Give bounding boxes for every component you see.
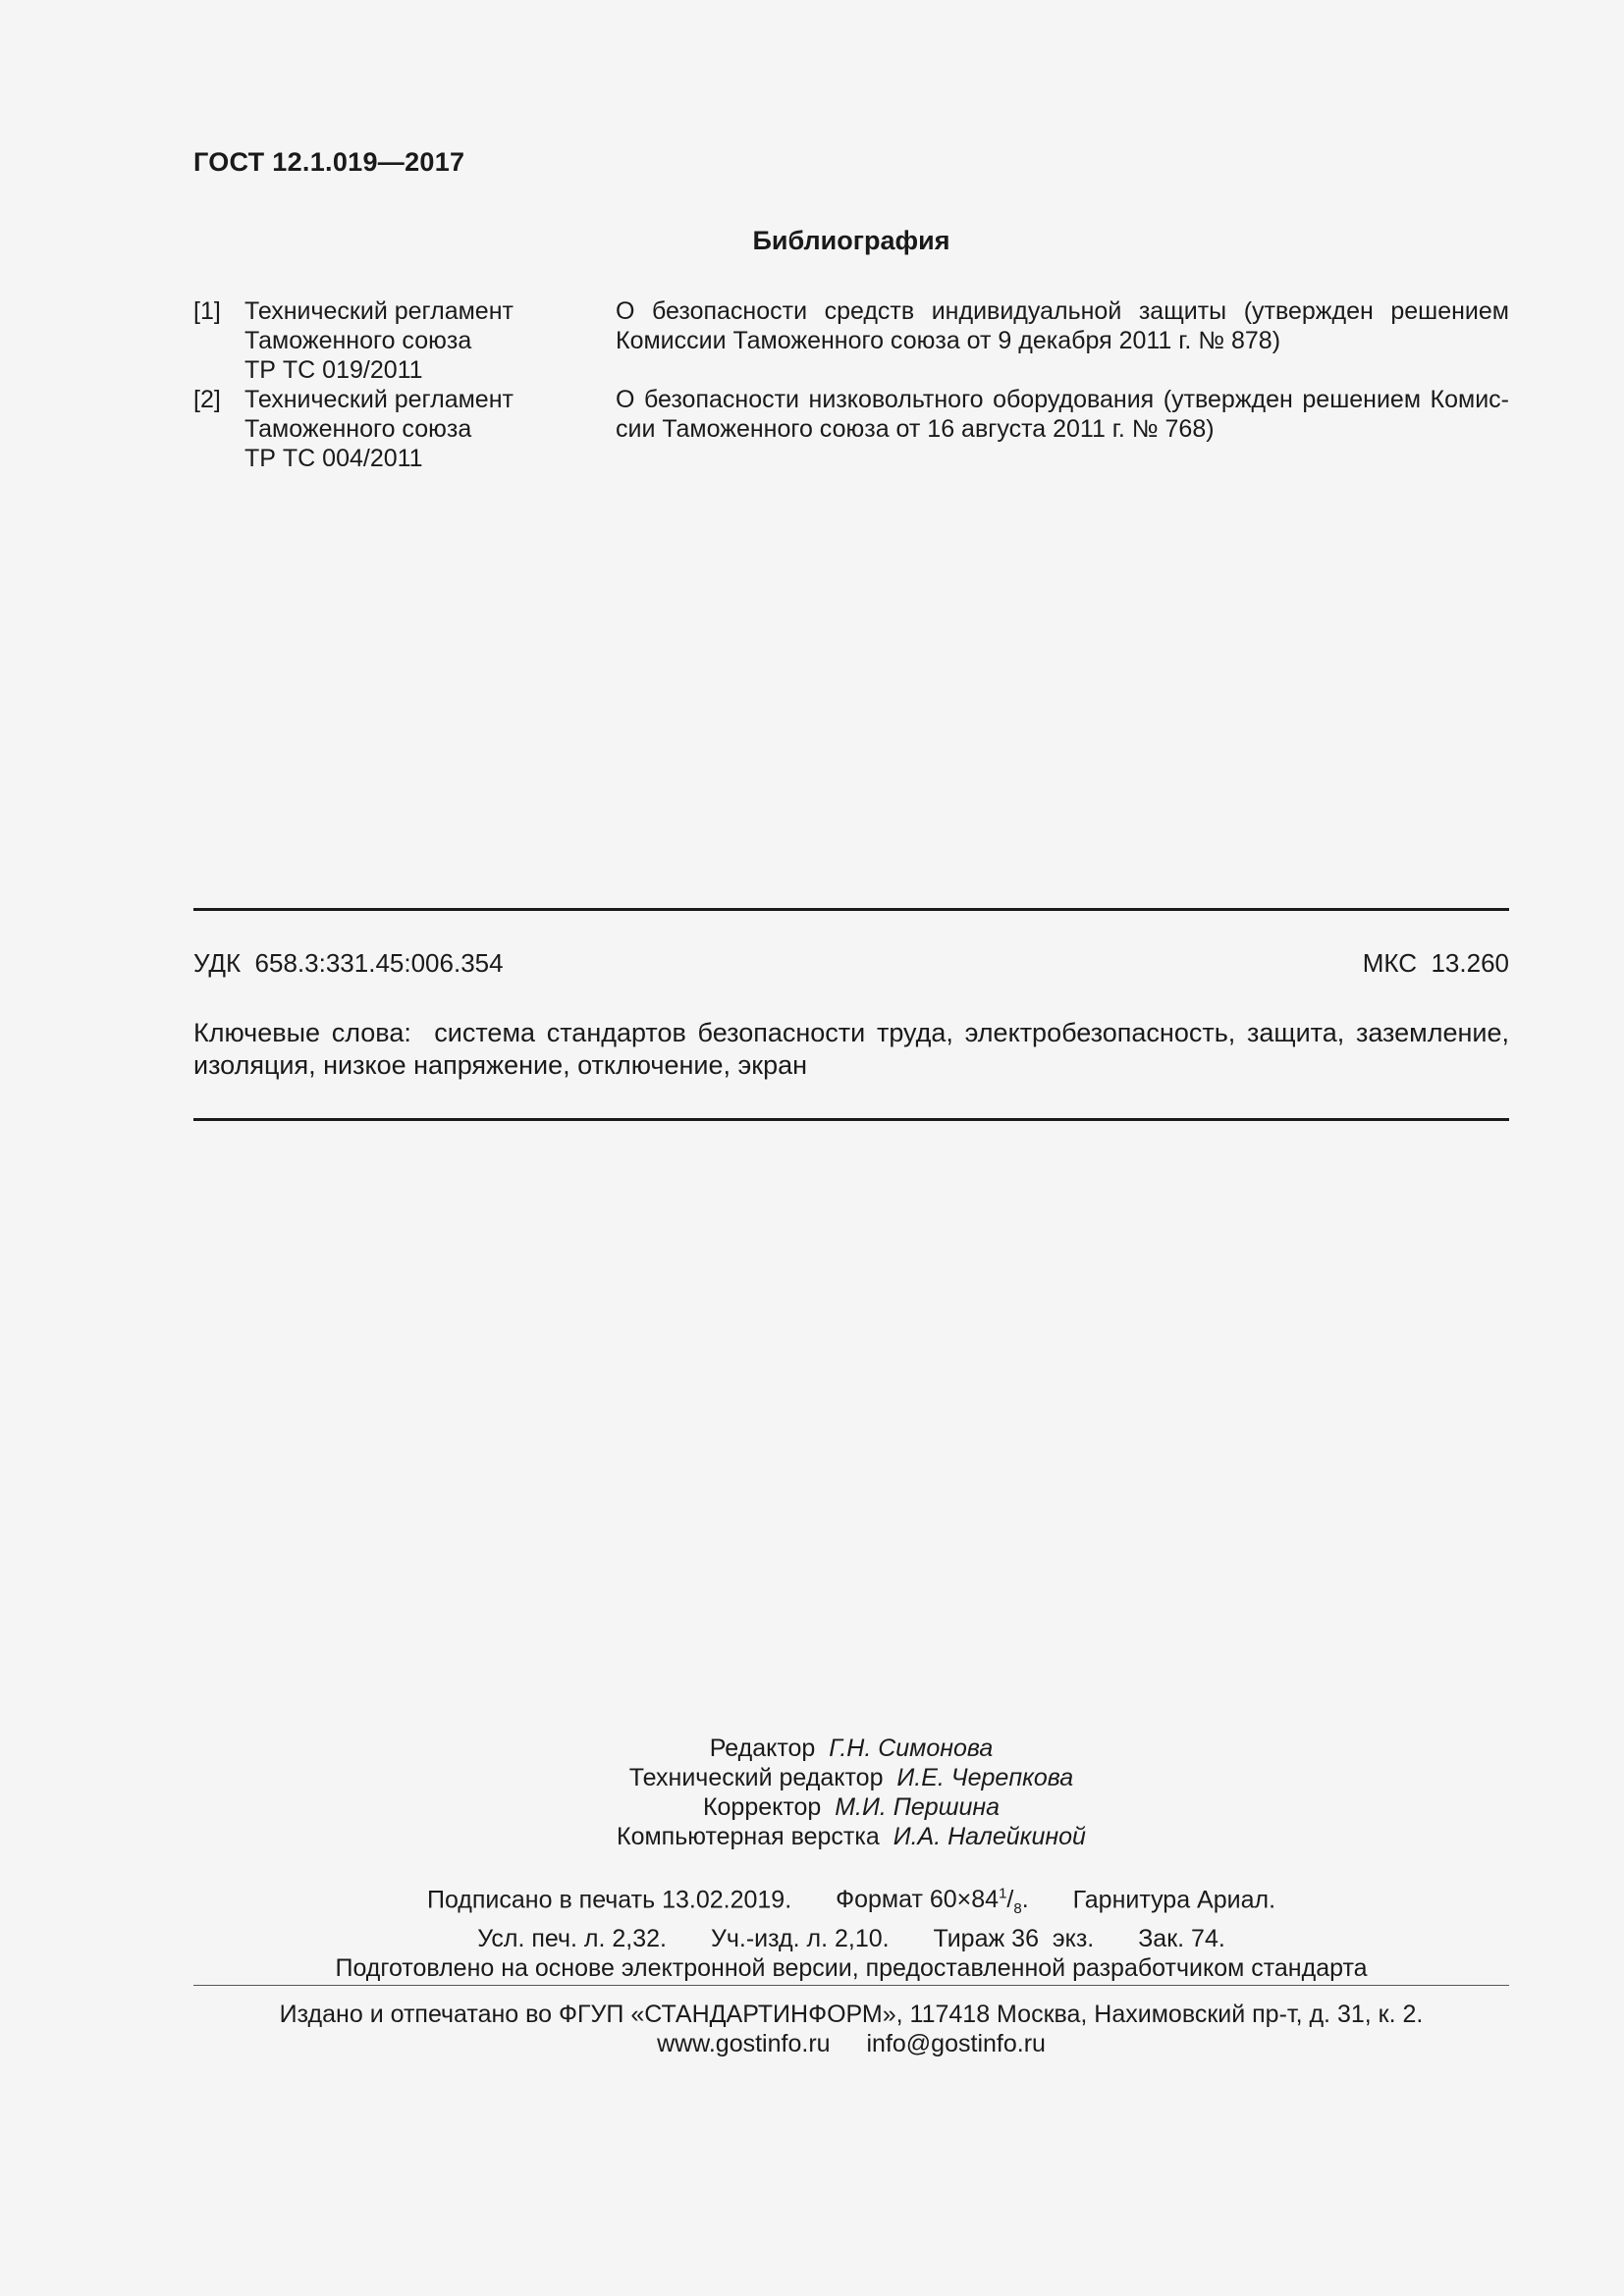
format-slash: / (1006, 1886, 1014, 1914)
credits-block (0, 1734, 1624, 1851)
keywords-label: Ключевые слова: (193, 1018, 411, 1047)
reference-line: Таможенного союза (244, 415, 472, 443)
top-divider (193, 908, 1509, 911)
udk-code: УДК 658.3:331.45:006.354 (193, 948, 504, 978)
bibliography-entry (193, 296, 1509, 385)
credit-line (0, 1792, 1624, 1822)
document-id: ГОСТ 12.1.019—2017 (193, 147, 465, 177)
printed-sheets: Усл. печ. л. 2,32. (477, 1925, 668, 1953)
credit-name: И.А. Налейкиной (893, 1823, 1086, 1850)
credit-line (0, 1822, 1624, 1851)
classification-row (193, 948, 1509, 979)
bibliography-entry-number: [1] (193, 297, 221, 325)
credit-name: И.Е. Черепкова (896, 1764, 1074, 1791)
bibliography-entry-reference (244, 296, 616, 385)
credit-role: Технический редактор (628, 1764, 884, 1791)
typeface: Гарнитура Ариал. (1072, 1886, 1276, 1914)
bibliography-title: Библиография (752, 226, 950, 255)
mks-code: МКС 13.260 (1362, 948, 1509, 978)
credit-role: Корректор (702, 1793, 822, 1821)
format-numerator: 1 (999, 1886, 1007, 1902)
email-link[interactable]: info@gostinfo.ru (866, 2030, 1046, 2057)
format-denominator: 8 (1013, 1900, 1022, 1918)
bibliography-entry-description: О безопасности средств индивидуальной защиты (утвержден решением Комиссии Таможенного союза от 9 декабря 2011 г. № 878) (616, 297, 1509, 354)
format (836, 1886, 1029, 1918)
bibliography-entry-description: О безопасности низковольтного оборудования (утвержден решением Комис-сии Таможенного союза от 16 августа 2011 г. № 768) (616, 386, 1509, 443)
reference-line: ТР ТС 004/2011 (244, 445, 423, 472)
keywords-block (193, 1017, 1509, 1082)
signed-date: Подписано в печать 13.02.2019. (426, 1886, 792, 1914)
publisher-contacts (0, 2029, 1624, 2058)
bibliography-list (193, 296, 1509, 473)
reference-line: Таможенного союза (244, 327, 472, 354)
publisher-divider (193, 1985, 1509, 1986)
bibliography-entry-reference (244, 385, 616, 473)
publisher-block (0, 2000, 1624, 2058)
print-info-line (0, 1880, 1624, 1924)
circulation: Тираж 36 экз. (933, 1925, 1095, 1953)
format-suffix: . (1021, 1886, 1029, 1914)
publisher-line: Издано и отпечатано во ФГУП «СТАНДАРТИНФОРМ», 117418 Москва, Нахимовский пр-т, д. 31, к. 2. (279, 2001, 1424, 2028)
credit-name: М.И. Першина (835, 1793, 1001, 1821)
format-prefix: Формат 60×84 (836, 1886, 1000, 1914)
print-info-block (0, 1880, 1624, 1983)
credit-name: Г.Н. Симонова (829, 1735, 994, 1762)
bibliography-entry (193, 385, 1509, 473)
credit-line (0, 1734, 1624, 1763)
credit-role: Редактор (709, 1735, 816, 1762)
credit-role: Компьютерная верстка (617, 1823, 880, 1850)
publishing-sheets: Уч.-изд. л. 2,10. (710, 1925, 890, 1953)
website-link[interactable]: www.gostinfo.ru (657, 2030, 831, 2057)
prepared-note: Подготовлено на основе электронной версии, предоставленной разработчиком стандарта (335, 1954, 1368, 1983)
reference-line: ТР ТС 019/2011 (244, 356, 423, 384)
credit-line (0, 1763, 1624, 1792)
reference-line: Технический регламент (244, 297, 514, 325)
bibliography-entry-number: [2] (193, 386, 221, 413)
keywords-text: система стандартов безопасности труда, электробезопасность, защита, заземление, изоляция, низкое напряжение, отключение, экран (193, 1018, 1509, 1080)
bottom-divider (193, 1118, 1509, 1121)
order-number: Зак. 74. (1138, 1925, 1225, 1953)
print-info-line (0, 1924, 1624, 1953)
reference-line: Технический регламент (244, 386, 514, 413)
